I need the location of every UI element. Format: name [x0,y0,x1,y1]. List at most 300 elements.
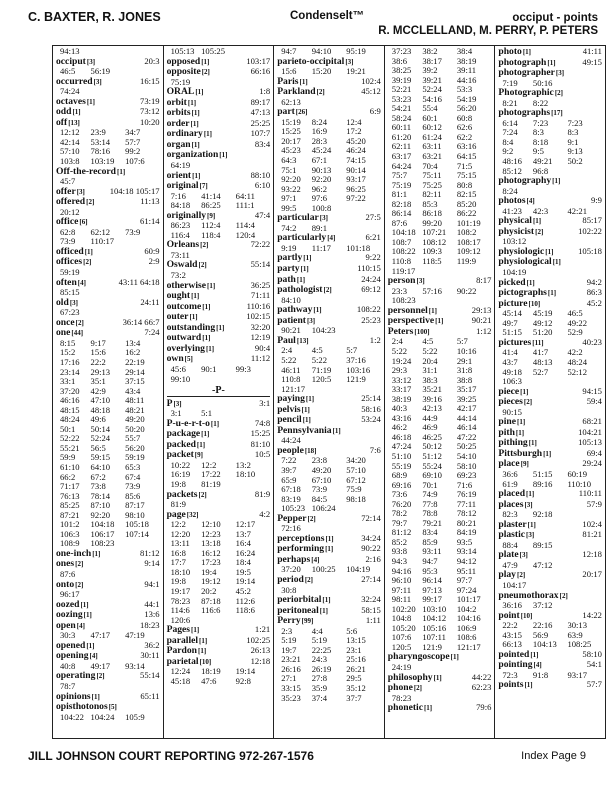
entry-word: parieto-occipital [277,55,345,67]
page-line-ref: 89:16 [532,478,553,489]
entry-word: pithing [498,437,528,449]
page-line-ref: 83:4 [422,527,438,538]
page-line-ref: 38:17 [422,55,442,66]
page-line-ref: 99:17 [422,594,442,605]
index-entry [498,176,602,196]
index-entry [498,299,602,338]
page-line-ref: 64:10 [90,461,111,472]
entry-first-ref: 40:23 [582,336,602,347]
page-line-ref: 67:18 [281,484,301,495]
page-line-ref: 93:17 [567,669,588,680]
entry-word: Peters [387,325,414,337]
page-line-ref: 56:20 [456,103,477,114]
page-line-ref: 112:6 [235,595,255,606]
page-line-ref: 5:22 [311,354,327,365]
page-line-ref: 25:16 [346,654,366,665]
page-line-ref: 15:25 [281,126,301,137]
entry-first-ref: 44:1 [144,598,160,609]
entry-word: perspective [387,315,435,327]
entry-first-ref: 57:9 [586,498,602,509]
entry-word: Photographic [498,87,554,99]
entry-first-ref: 55:14 [250,259,271,270]
entry-word: opening [56,650,89,662]
page-line-ref: 69:23 [456,470,477,481]
entry-count: [2] [201,68,210,77]
entry-count: [32] [186,510,199,519]
entry-first-ref: 24:24 [361,273,381,284]
entry-count: [1] [197,647,207,656]
entry-count: [9] [520,460,529,469]
page-line-ref: 106:3 [60,528,80,539]
page-line-ref: 58:24 [391,112,412,123]
page-line-ref: 42:13 [422,403,442,414]
entry-count: [2] [198,261,207,270]
page-line-ref: 33:1 [60,376,76,387]
entry-first-ref: 32:20 [250,321,271,332]
page-line-ref: 85:12 [502,165,522,176]
entry-word: onto [56,578,75,590]
page-line-ref: 120:4 [235,229,256,240]
entry-word: opisthotonos [56,701,108,713]
entry-count: [1] [526,490,535,499]
page-line-ref: 22:2 [90,356,106,367]
entry-heading [277,616,381,627]
page-line-ref: 103:12 [502,236,527,247]
page-line-ref: 109:12 [456,246,481,257]
index-entry [56,167,160,187]
page-line-ref: 60:1 [422,112,438,123]
page-line-ref: 53:23 [391,93,412,104]
entry-first-ref: 58:16 [361,403,381,414]
entry-word: Pardon [166,645,197,657]
entry-count: [3] [319,214,328,223]
entry-first-ref: 41:11 [582,46,602,56]
entry-word: pelvis [277,403,301,415]
entry-first-ref: 105:13 [578,437,602,448]
entry-word: old [56,296,69,308]
index-entry [277,233,381,253]
page-line-ref: 55:4 [422,103,438,114]
entry-first-ref: 66:16 [250,66,271,77]
entry-count: [3] [555,69,565,78]
entry-count: [2] [96,672,105,681]
page-line-ref: 81:12 [391,527,412,538]
page-line-ref: 121:9 [346,374,366,385]
page-line-ref: 108:23 [90,538,115,549]
entry-first-ref: 69:12 [361,284,381,295]
page-line-ref: 110:10 [567,478,591,489]
entry-word: parietal [166,655,199,667]
page-line-ref: 84:5 [311,493,327,504]
entry-first-ref: 3:1 [259,397,271,408]
page-line-ref: 31:1 [422,365,438,376]
page-line-ref: 78:7 [60,681,76,691]
page-line-ref: 121:17 [456,641,481,652]
page-line-ref: 19:14 [235,576,256,587]
entry-count: [1] [433,673,442,682]
page-line-ref: 63:17 [391,151,412,162]
page-line-ref: 71:17 [60,481,80,492]
entry-first-ref: 107:7 [250,128,271,139]
page-line-ref: 99:2 [125,146,141,157]
page-line-ref: 33:17 [391,384,412,395]
page-line-ref: 29:14 [125,366,145,377]
page-line-ref: 47:22 [456,431,477,442]
entry-word: original [166,180,199,192]
index-entry [498,397,602,417]
page-line-ref: 95:11 [456,565,477,576]
page-line-ref: 92:8 [235,675,251,686]
index-entry [167,67,271,87]
entry-word: physiologic [498,245,545,257]
entry-first-ref: 73:19 [140,95,160,106]
page-line-ref: 8:22 [532,97,549,108]
page-line-ref: 7:16 [170,190,186,201]
page-line-ref: 92:20 [90,509,111,520]
index-entry [167,260,271,280]
page-line-ref: 85:3 [422,198,438,209]
page-line-ref: 78:16 [90,146,111,157]
entry-count: [1] [547,289,557,298]
entry-count: [1] [435,317,444,326]
page-line-ref: 104:19 [502,267,527,278]
page-line-ref: 56:19 [90,66,111,77]
entry-word: particularly [277,232,327,244]
page-line-ref: 99:20 [422,217,442,228]
page-line-ref: 73:8 [90,481,106,492]
page-line-ref: 97:24 [456,584,477,595]
page-line-ref: 65:3 [125,461,141,472]
header-right-top: occiput - points [512,12,598,24]
entry-count: [1] [532,217,542,226]
page-line-ref: 98:18 [346,493,366,504]
page-line-ref: 75:7 [391,170,408,181]
page-line-ref: 86:18 [422,208,442,219]
page-line-ref: 2:4 [391,336,403,347]
entry-count: [1] [520,387,529,396]
page-line-ref: 46:2 [391,422,408,433]
page-line-ref: 59:19 [60,267,80,278]
entry-first-ref: 12:18 [582,549,602,560]
page-line-ref: 80:21 [456,517,477,528]
entry-count: [1] [187,98,197,107]
page-line-ref: 58:10 [456,460,477,471]
entry-first-ref: 72:22 [250,239,271,250]
page-line-ref: 46:11 [281,364,301,375]
page-line-ref: 100:25 [311,564,336,575]
page-line-ref: 49:20 [125,414,145,425]
index-entry [498,227,602,247]
page-line-ref: 75:25 [422,179,442,190]
entry-word: plaster [498,518,527,530]
page-line-ref: 90:22 [456,285,477,296]
entry-first-ref: 104:18 105:17 [109,185,160,196]
entry-word: pictographs [498,287,547,299]
index-entry [277,446,381,514]
page-line-ref: 19:8 [170,576,186,587]
page-line-ref: 63:16 [456,141,477,152]
entry-first-ref: 54:1 [586,659,602,670]
page-line-ref: 104:12 [422,613,447,624]
entry-count: [3] [173,399,182,408]
entry-first-ref: 36:14 66:7 [122,316,160,327]
entry-first-ref: 83:4 [254,138,271,149]
index-entry [388,703,492,714]
page-line-ref: 106:3 [502,376,522,387]
page-line-ref: 64:24 [391,160,412,171]
page-line-ref: 75:1 [281,164,297,175]
entry-count: [1] [83,611,92,620]
page-line-ref: 83:19 [281,493,301,504]
page-line-ref: 94:16 [391,565,412,576]
page-line-ref: 46:14 [456,422,477,433]
page-line-ref: 23:8 [311,455,327,466]
entry-count: [4] [311,555,320,564]
entry-first-ref: 45:12 [361,86,381,97]
entry-references [277,627,381,703]
entry-references [167,520,271,625]
entry-first-ref: 25:25 [250,117,271,128]
page-line-ref: 103:19 [90,156,115,167]
entry-word: organization [166,149,219,161]
page-line-ref: 38:19 [456,55,477,66]
page-line-ref: 67:4 [125,471,141,482]
entry-count: [1] [296,275,306,284]
page-line-ref: 30:8 [281,584,297,595]
entry-word: Pepper [277,512,307,524]
page-line-ref: 22:2 [502,620,518,631]
entry-count: [1] [210,419,220,428]
page-line-ref: 61:20 [391,131,412,142]
page-line-ref: 112:4 [201,220,221,231]
index-entry [56,651,160,671]
entry-word: photos [498,195,526,207]
entry-count: [26] [295,108,308,117]
page-line-ref: 57:16 [422,285,442,296]
page-line-ref: 8:3 [567,127,579,138]
page-line-ref: 52:24 [90,433,111,444]
page-line-ref: 56:9 [532,629,549,640]
page-line-ref: 13:4 [125,337,141,348]
entry-first-ref: 12:19 [250,332,271,343]
page-line-ref: 62:12 [90,226,111,237]
index-entry [167,240,271,260]
entry-word: personnel [387,304,428,316]
entry-first-ref: 88:10 [250,169,271,180]
page-line-ref: 37:16 [346,354,366,365]
page-line-ref: 7:23 [567,117,583,128]
entry-count: [1] [325,534,334,543]
page-line-ref: 87:6 [60,568,76,579]
page-line-ref: 6:14 [502,117,518,128]
index-entry [56,118,160,167]
page-line-ref: 104:24 [90,711,115,722]
entry-word: periorbital [277,594,322,606]
page-line-ref: 76:19 [456,489,477,500]
entry-count: [1] [191,109,200,118]
page-line-ref: 50:1 [60,423,76,434]
entry-first-ref: 1:12 [476,325,492,336]
entry-first-ref: 94:1 [144,578,160,589]
entry-count: [1] [516,418,526,427]
entry-word: outward [166,332,202,344]
entry-count: [1] [92,549,101,558]
page-line-ref: 5:6 [346,625,358,636]
page-line-ref: 53:3 [456,84,473,95]
entry-word: Paul [277,334,296,346]
page-line-ref: 17:16 [60,356,80,367]
entry-count: [1] [423,704,433,713]
header-left: C. BAXTER, R. JONES [28,10,161,24]
entry-first-ref: 58:15 [361,604,381,615]
entry-heading [277,575,381,586]
page-line-ref: 98:11 [391,594,412,605]
page-line-ref: 50:16 [532,77,553,88]
page-line-ref: 121:17 [281,383,306,394]
page-line-ref: 8:4 [502,136,514,147]
entry-count: [4] [89,652,98,661]
page-line-ref: 93:22 [281,183,301,194]
page-line-ref: 39:11 [456,65,477,76]
page-line-ref: 107:6 [391,632,412,643]
page-line-ref: 57:10 [346,464,366,475]
page-line-ref: 94:10 [311,46,332,56]
page-line-ref: 79:7 [391,517,408,528]
entry-first-ref: 11:13 [140,196,160,207]
entry-heading [388,327,492,338]
page-line-ref: 47:6 [201,675,217,686]
page-line-ref: 74:15 [346,155,366,166]
entry-word: Perry [277,615,301,627]
entry-first-ref: 73:12 [140,106,160,117]
page-line-ref: 69:10 [422,470,442,481]
page-line-ref: 88:4 [502,539,518,550]
entry-count: [3] [524,500,533,509]
page-line-ref: 38:4 [456,46,473,56]
page-line-ref: 5:22 [281,354,297,365]
entry-word: particular [277,212,319,224]
entry-first-ref: 6:9 [369,106,381,117]
entry-count: [3] [416,277,425,286]
entry-first-ref: 7:24 [144,327,160,338]
index-entry [498,108,602,176]
page-line-ref: 93:5 [456,536,473,547]
page-line-ref: 18:10 [235,469,256,480]
page-line-ref: 38:19 [391,393,412,404]
page-line-ref: 44:14 [456,412,477,423]
page-line-ref: 5:1 [201,408,213,419]
page-line-ref: 37:20 [281,564,301,575]
entry-count: [1] [322,596,331,605]
page-line-ref: 81:19 [201,478,221,489]
entry-word: perceptions [277,532,325,544]
entry-first-ref: 86:3 [586,287,602,298]
index-column-4 [385,46,496,738]
entry-word: pencil [277,414,302,426]
page-line-ref: 49:12 [532,317,553,328]
page-line-ref: 39:21 [422,74,442,85]
entry-count: [4] [76,621,85,630]
entry-count: [44] [71,329,84,338]
entry-first-ref: 1:2 [369,334,381,345]
page-line-ref: 97:1 [281,193,297,204]
entry-word: originally [166,209,207,221]
page-line-ref: 103:16 [346,364,371,375]
page-line-ref: 62:2 [456,131,473,142]
entry-first-ref: 108:22 [356,304,381,315]
entry-first-ref: 110:16 [246,300,271,311]
index-entry [498,338,602,387]
page-line-ref: 65:9 [281,474,297,485]
entry-count: [1] [515,428,525,437]
entry-count: [3] [526,531,535,540]
page-line-ref: 35:23 [281,692,301,703]
entry-first-ref: 1:21 [254,624,271,635]
entry-word: officed [56,245,84,257]
entry-first-ref: 44:22 [471,671,492,682]
page-line-ref: 5:7 [456,336,468,347]
entry-word: places [498,498,524,510]
entry-first-ref: 1:8 [259,86,271,97]
page-line-ref: 42:2 [567,347,583,358]
page-line-ref: 73:6 [391,489,408,500]
page-line-ref: 45:6 [170,363,186,374]
page-line-ref: 109:3 [422,246,442,257]
index-column-3 [274,46,385,738]
page-line-ref: 8:18 [532,136,549,147]
page-line-ref: 63:11 [422,141,442,152]
page-line-ref: 97:6 [311,193,327,204]
entry-count: [1] [547,58,556,67]
page-line-ref: 118:5 [422,256,442,267]
entry-count: [3] [69,298,78,307]
entry-word: people [277,444,304,456]
index-entry [167,150,271,170]
page-line-ref: 67:2 [90,471,106,482]
page-line-ref: 48:24 [60,414,80,425]
entry-word: order [166,117,190,129]
page-line-ref: 92:20 [311,174,332,185]
page-line-ref: 27:1 [281,673,297,684]
page-line-ref: 78:2 [391,508,408,519]
page-line-ref: 47:24 [391,441,412,452]
page-line-ref: 49:6 [90,414,106,425]
entry-first-ref: 90:4 [254,342,271,353]
page-line-ref: 51:20 [532,327,553,338]
page-line-ref: 108:7 [391,236,412,247]
entry-first-ref: 74:8 [254,417,271,428]
entry-word: offices [56,256,83,268]
entry-first-ref: 1:11 [365,615,381,626]
page-line-ref: 84:19 [456,527,477,538]
page-line-ref: 35:12 [346,683,366,693]
entry-first-ref: 105:18 [578,245,602,256]
index-entry [498,68,602,88]
page-line-ref: 34:7 [125,127,141,138]
page-line-ref: 49:7 [502,317,518,328]
footer-page-label: Index Page 9 [521,750,586,762]
page-line-ref: 108:2 [456,227,477,238]
entry-count: [1] [543,449,552,458]
page-line-ref: 22:16 [532,620,553,631]
page-line-ref: 4:5 [311,345,323,356]
page-line-ref: 107:6 [125,156,145,167]
entry-count: [3] [93,77,102,86]
page-line-ref: 35:21 [422,384,442,395]
entry-count: [9] [194,451,203,460]
page-line-ref: 15:19 [281,116,301,127]
page-line-ref: 48:21 [125,404,145,415]
